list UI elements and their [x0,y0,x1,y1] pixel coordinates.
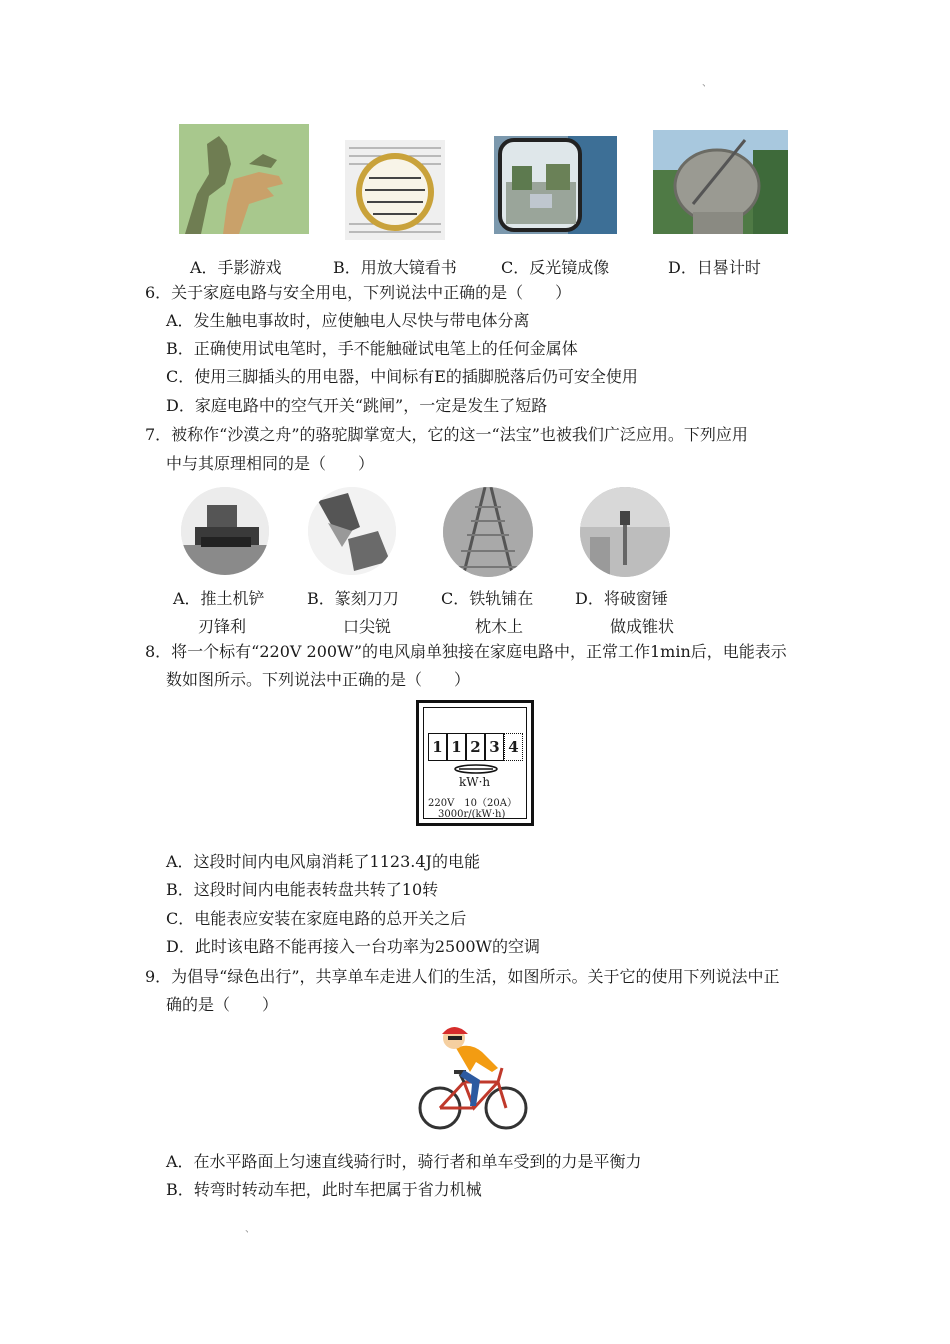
q8-option-d: D．此时该电路不能再接入一台功率为2500W的空调 [166,937,540,956]
q6-option-c: C．使用三脚插头的用电器，中间标有E的插脚脱落后仍可安全使用 [166,367,638,386]
q7-stem-line2: 中与其原理相同的是（ ） [166,454,375,473]
railway-track-image [443,487,533,577]
q6-option-b: B．正确使用试电笔时，手不能触碰试电笔上的任何金属体 [166,339,578,358]
meter-rating: 220V 10（20A） [428,798,517,809]
meter-digit: 1 [447,733,466,761]
q8-stem-line2: 数如图所示。下列说法中正确的是（ ） [166,670,471,689]
q9-stem-line2: 确的是（ ） [166,995,279,1014]
q7-stem-line1: 7．被称作“沙漠之舟”的骆驼脚掌宽大，它的这一“法宝”也被我们广泛应用。下列应用 [145,425,748,444]
header-mark: 、 [702,78,712,89]
window-hammer-image [580,487,670,577]
q7-option-d-line1: D．将破窗锤 [575,589,668,608]
q7-option-c-line1: C．铁轨铺在 [441,589,534,608]
q6-option-d: D．家庭电路中的空气开关“跳闸”，一定是发生了短路 [166,396,548,415]
meter-digit-decimal: 4 [504,733,523,761]
meter-unit: kW·h [459,775,491,789]
q8-option-a: A．这段时间内电风扇消耗了1123.4J的电能 [166,852,480,871]
magnifier-book-image [345,140,445,240]
q9-stem-line1: 9．为倡导“绿色出行”，共享单车走进人们的生活，如图所示。关于它的使用下列说法中正 [145,967,780,986]
cyclist-image [418,1022,530,1134]
hand-shadow-image [179,124,309,234]
meter-digit: 1 [428,733,447,761]
carving-knife-image [308,487,396,575]
q8-option-c: C．电能表应安装在家庭电路的总开关之后 [166,909,467,928]
meter-digit: 2 [466,733,485,761]
q7-option-a-line1: A．推土机铲 [173,589,265,608]
q5-option-d: D．日晷计时 [668,258,761,277]
q5-option-c: C．反光镜成像 [501,258,610,277]
q8-option-b: B．这段时间内电能表转盘共转了10转 [166,880,439,899]
meter-digit: 3 [485,733,504,761]
meter-constant: 3000r/(kW·h) [438,809,506,820]
rear-mirror-image [494,136,617,234]
q9-option-a: A．在水平路面上匀速直线骑行时，骑行者和单车受到的力是平衡力 [166,1152,642,1171]
q7-option-c-line2: 枕木上 [475,617,524,636]
q5-option-a: A．手影游戏 [190,258,282,277]
q7-option-b-line1: B．篆刻刀刀 [307,589,399,608]
q9-option-b: B．转弯时转动车把，此时车把属于省力机械 [166,1180,482,1199]
electric-meter [416,700,534,826]
bulldozer-image [181,487,269,575]
sundial-image [653,130,788,234]
q7-option-a-line2: 刃锋利 [198,617,247,636]
q6-stem: 6．关于家庭电路与安全用电，下列说法中正确的是（ ） [145,283,572,302]
meter-disc-icon [453,763,499,775]
q8-stem-line1: 8．将一个标有“220V 200W”的电风扇单独接在家庭电路中，正常工作1min后，电能表示 [145,642,787,661]
footer-mark: 、 [245,1224,255,1235]
q7-option-d-line2: 做成锥状 [610,617,675,636]
q6-option-a: A．发生触电事故时，应使触电人尽快与带电体分离 [166,311,530,330]
q5-option-b: B．用放大镜看书 [333,258,457,277]
q7-option-b-line2: 口尖锐 [343,617,392,636]
